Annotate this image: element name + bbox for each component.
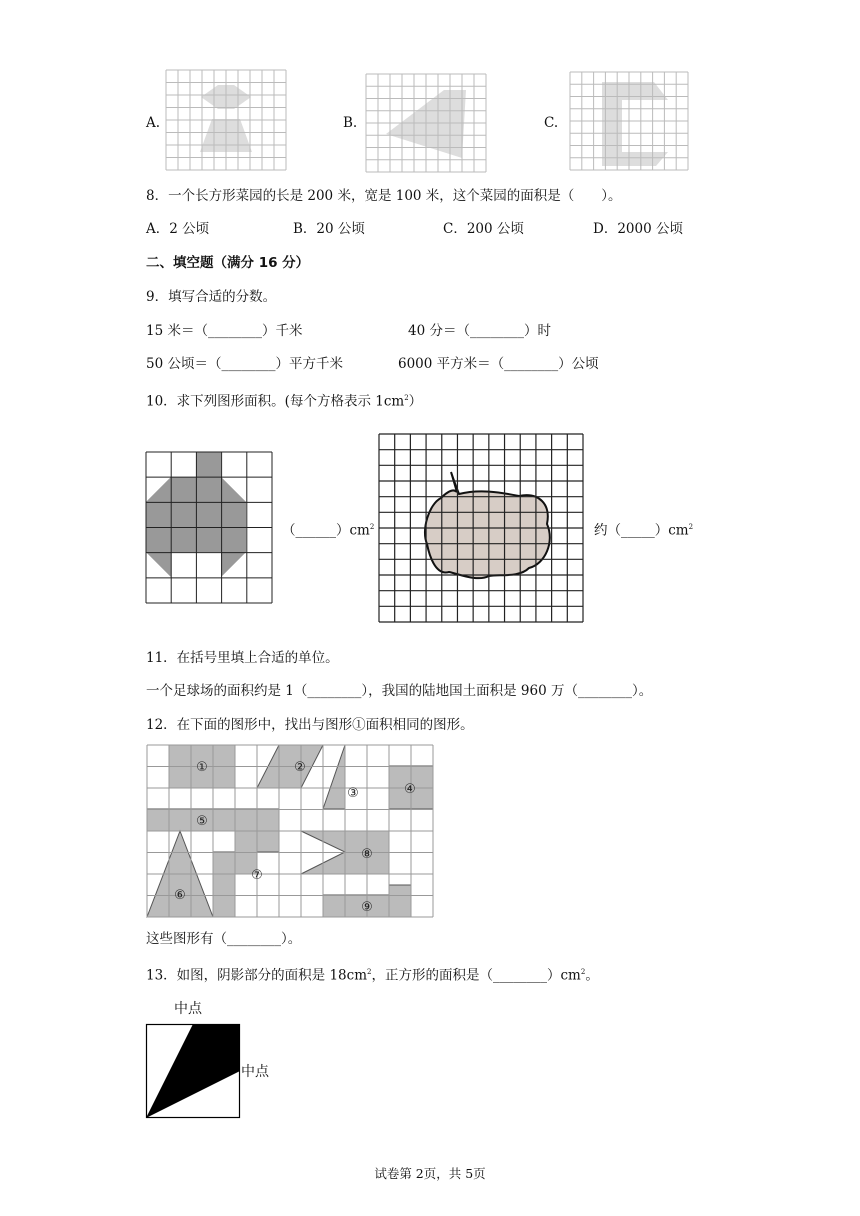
q11-line[interactable]: 一个足球场的面积约是 1（________），我国的陆地国土面积是 960 万（________）。 xyxy=(146,683,653,699)
shape-label-8: ⑧ xyxy=(361,847,373,862)
q13-stem[interactable]: 13．如图，阴影部分的面积是 $18cm^2$，正方形的面积是$(\_\_\_\_\_\_\_\_)cm^2$。 xyxy=(146,967,599,984)
shape-label-5: ⑤ xyxy=(196,814,208,829)
shape-label-1: ① xyxy=(196,760,208,775)
shape-label-2: ② xyxy=(294,760,306,775)
option-a-label: A. xyxy=(146,115,161,131)
q9-stem: 9．填写合适的分数。 xyxy=(146,289,277,305)
q8-option-b[interactable]: B．20 公顷 xyxy=(293,221,365,237)
midpoint-label-top: 中点 xyxy=(174,1001,202,1017)
q9-blank-4[interactable]: 6000 平方米＝（________）公顷 xyxy=(398,356,599,372)
q10-answer-1[interactable]: $(\_\_\_\_\_\_)cm^2$ xyxy=(282,522,375,539)
q13-square-figure xyxy=(146,1024,240,1118)
q10-grid-figure-1 xyxy=(146,452,272,603)
q9-blank-3[interactable]: 50 公顷＝（________）平方千米 xyxy=(146,356,343,372)
shape-label-6: ⑥ xyxy=(174,888,186,903)
q8-option-d[interactable]: D．2000 公顷 xyxy=(593,221,683,237)
option-b-grid-figure xyxy=(366,74,486,172)
option-b-label: B. xyxy=(343,115,358,131)
option-c-grid-figure xyxy=(570,72,688,170)
shape-label-9: ⑨ xyxy=(361,900,373,915)
option-c-label: C. xyxy=(544,115,559,131)
q12-answer[interactable]: 这些图形有（________）。 xyxy=(146,931,302,947)
q12-grid-figure xyxy=(147,745,433,917)
q10-grid-figure-2 xyxy=(379,434,583,622)
q12-stem: 12．在下面的图形中，找出与图形①面积相同的图形。 xyxy=(146,717,474,733)
q8-option-a[interactable]: A．2 公顷 xyxy=(146,221,210,237)
q9-blank-1[interactable]: 15 米＝（________）千米 xyxy=(146,323,303,339)
midpoint-label-right: 中点 xyxy=(241,1064,269,1080)
q11-stem: 11．在括号里填上合适的单位。 xyxy=(146,650,339,666)
shape-label-3: ③ xyxy=(347,786,359,801)
option-a-grid-figure xyxy=(166,70,286,170)
q9-blank-2[interactable]: 40 分＝（________）时 xyxy=(408,323,551,339)
shape-label-7: ⑦ xyxy=(251,868,263,883)
page-footer: 试卷第 2页，共 5页 xyxy=(374,1166,486,1181)
q8-stem: 8．一个长方形菜园的长是 200 米，宽是 100 米，这个菜园的面积是（ ）。 xyxy=(146,188,622,204)
q10-answer-2[interactable]: 约$(\_\_\_\_\_)cm^2$ xyxy=(594,522,694,539)
shape-label-4: ④ xyxy=(404,782,416,797)
q8-option-c[interactable]: C．200 公顷 xyxy=(443,221,524,237)
section-title: 二、填空题（满分 16 分） xyxy=(146,255,310,271)
q10-stem: 10．求下列图形面积。(每个方格表示 $1cm^2$） xyxy=(146,393,423,410)
